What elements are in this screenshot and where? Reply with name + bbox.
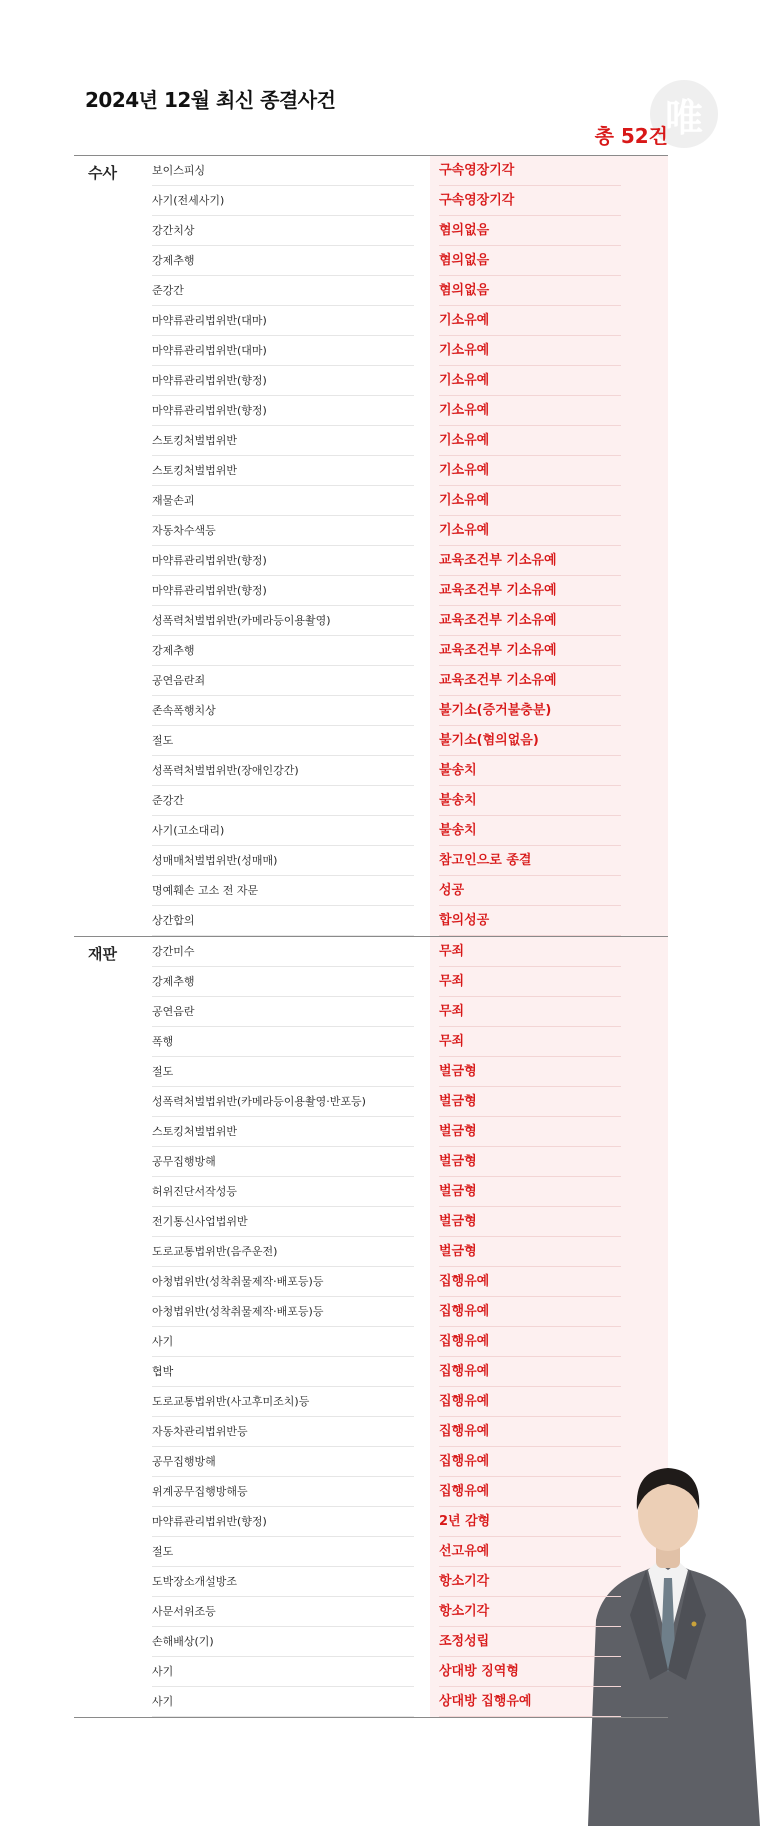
case-name: 존속폭행치상: [152, 696, 414, 726]
total-count: 총 52건: [594, 124, 668, 148]
case-name: 사기(고소대리): [152, 816, 414, 846]
case-name: 강간치상: [152, 216, 414, 246]
case-name: 아청법위반(성착취물제작·배포등)등: [152, 1267, 414, 1297]
table-row: [74, 1477, 668, 1507]
table-row: [74, 997, 668, 1027]
table-row: [74, 1297, 668, 1327]
case-result: 불기소(혐의없음): [439, 726, 621, 756]
table-row: [74, 1417, 668, 1447]
case-result: 불송치: [439, 816, 621, 846]
case-result: 혐의없음: [439, 216, 621, 246]
case-result: 집행유예: [439, 1417, 621, 1447]
case-result: 2년 감형: [439, 1507, 621, 1537]
case-name: 스토킹처벌법위반: [152, 456, 414, 486]
case-name: 스토킹처벌법위반: [152, 1117, 414, 1147]
case-result: 집행유예: [439, 1357, 621, 1387]
case-result: 집행유예: [439, 1267, 621, 1297]
table-row: [74, 1057, 668, 1087]
table-row: [74, 1027, 668, 1057]
table-row: [74, 456, 668, 486]
table-row: [74, 1327, 668, 1357]
table-row: [74, 366, 668, 396]
case-name: 재물손괴: [152, 486, 414, 516]
table-row: [74, 336, 668, 366]
case-result: 선고유예: [439, 1537, 621, 1567]
case-name: 위계공무집행방해등: [152, 1477, 414, 1507]
case-name: 공무집행방해: [152, 1147, 414, 1177]
case-result: 교육조건부 기소유예: [439, 636, 621, 666]
case-name: 협박: [152, 1357, 414, 1387]
case-result: 집행유예: [439, 1387, 621, 1417]
table-row: [74, 396, 668, 426]
case-name: 마약류관리법위반(대마): [152, 306, 414, 336]
case-name: 성폭력처벌법위반(카메라등이용촬영·반포등): [152, 1087, 414, 1117]
case-name: 성폭력처벌법위반(카메라등이용촬영): [152, 606, 414, 636]
case-name: 스토킹처벌법위반: [152, 426, 414, 456]
case-result: 참고인으로 종결: [439, 846, 621, 876]
table-row: [74, 1537, 668, 1567]
section-trial: [74, 937, 668, 1718]
case-name: 사문서위조등: [152, 1597, 414, 1627]
table-row: [74, 156, 668, 186]
case-result: 기소유예: [439, 486, 621, 516]
case-name: 마약류관리법위반(향정): [152, 366, 414, 396]
case-result: 무죄: [439, 967, 621, 997]
table-row: [74, 1357, 668, 1387]
table-row: [74, 1597, 668, 1627]
case-result: 무죄: [439, 937, 621, 967]
case-name: 폭행: [152, 1027, 414, 1057]
table-row: [74, 1267, 668, 1297]
table-row: [74, 726, 668, 756]
table-row: [74, 576, 668, 606]
table-row: [74, 246, 668, 276]
table-row: [74, 606, 668, 636]
table-row: [74, 1237, 668, 1267]
case-result: 기소유예: [439, 306, 621, 336]
table-row: [74, 846, 668, 876]
case-result: 교육조건부 기소유예: [439, 576, 621, 606]
case-name: 공무집행방해: [152, 1447, 414, 1477]
case-result: 기소유예: [439, 516, 621, 546]
table-row: [74, 786, 668, 816]
table-row: [74, 756, 668, 786]
case-name: 손해배상(기): [152, 1627, 414, 1657]
case-name: 성폭력처벌법위반(장애인강간): [152, 756, 414, 786]
case-name: 마약류관리법위반(향정): [152, 546, 414, 576]
case-name: 사기: [152, 1687, 414, 1717]
section-label: 재판: [88, 945, 117, 963]
table-row: [74, 426, 668, 456]
case-result: 교육조건부 기소유예: [439, 666, 621, 696]
table-row: [74, 1387, 668, 1417]
case-name: 사기: [152, 1657, 414, 1687]
case-result: 기소유예: [439, 366, 621, 396]
table-row: [74, 486, 668, 516]
table-row: [74, 876, 668, 906]
table-row: [74, 1687, 668, 1717]
case-name: 절도: [152, 1057, 414, 1087]
case-result: 기소유예: [439, 456, 621, 486]
case-name: 강제추행: [152, 636, 414, 666]
case-name: 사기: [152, 1327, 414, 1357]
case-name: 도로교통법위반(사고후미조치)등: [152, 1387, 414, 1417]
table-row: [74, 1147, 668, 1177]
case-result: 구속영장기각: [439, 186, 621, 216]
table-row: [74, 186, 668, 216]
case-result: 성공: [439, 876, 621, 906]
case-name: 도로교통법위반(음주운전): [152, 1237, 414, 1267]
case-name: 공연음란: [152, 997, 414, 1027]
case-result: 상대방 집행유예: [439, 1687, 621, 1717]
results-table: [74, 155, 668, 1718]
table-row: [74, 967, 668, 997]
case-result: 집행유예: [439, 1477, 621, 1507]
table-row: [74, 276, 668, 306]
case-name: 성매매처벌법위반(성매매): [152, 846, 414, 876]
page-title: 2024년 12월 최신 종결사건: [85, 88, 336, 112]
case-result: 집행유예: [439, 1297, 621, 1327]
case-result: 혐의없음: [439, 246, 621, 276]
case-result: 불송치: [439, 786, 621, 816]
table-row: [74, 1567, 668, 1597]
table-row: [74, 1657, 668, 1687]
case-result: 기소유예: [439, 336, 621, 366]
case-result: 벌금형: [439, 1207, 621, 1237]
case-name: 강제추행: [152, 246, 414, 276]
table-row: [74, 696, 668, 726]
case-result: 조정성립: [439, 1627, 621, 1657]
case-name: 허위진단서작성등: [152, 1177, 414, 1207]
case-name: 전기통신사업법위반: [152, 1207, 414, 1237]
case-name: 강간미수: [152, 937, 414, 967]
case-result: 집행유예: [439, 1447, 621, 1477]
case-name: 사기(전세사기): [152, 186, 414, 216]
case-name: 절도: [152, 726, 414, 756]
case-name: 명예훼손 고소 전 자문: [152, 876, 414, 906]
table-row: [74, 1447, 668, 1477]
case-result: 벌금형: [439, 1117, 621, 1147]
table-row: [74, 816, 668, 846]
case-result: 벌금형: [439, 1177, 621, 1207]
table-row: [74, 546, 668, 576]
case-result: 불송치: [439, 756, 621, 786]
case-name: 강제추행: [152, 967, 414, 997]
table-row: [74, 516, 668, 546]
case-result: 구속영장기각: [439, 156, 621, 186]
case-result: 집행유예: [439, 1327, 621, 1357]
case-result: 항소기각: [439, 1597, 621, 1627]
case-name: 자동차수색등: [152, 516, 414, 546]
case-result: 벌금형: [439, 1147, 621, 1177]
case-name: 준강간: [152, 276, 414, 306]
case-result: 벌금형: [439, 1087, 621, 1117]
case-result: 벌금형: [439, 1237, 621, 1267]
section-label: 수사: [88, 164, 117, 182]
case-name: 준강간: [152, 786, 414, 816]
case-result: 항소기각: [439, 1567, 621, 1597]
case-result: 벌금형: [439, 1057, 621, 1087]
case-name: 마약류관리법위반(대마): [152, 336, 414, 366]
table-row: [74, 1177, 668, 1207]
case-name: 보이스피싱: [152, 156, 414, 186]
section-investigation: [74, 156, 668, 937]
case-result: 기소유예: [439, 426, 621, 456]
case-result: 무죄: [439, 997, 621, 1027]
table-row: [74, 666, 668, 696]
table-row: [74, 306, 668, 336]
case-name: 상간합의: [152, 906, 414, 936]
table-row: [74, 1627, 668, 1657]
case-name: 마약류관리법위반(향정): [152, 396, 414, 426]
case-result: 기소유예: [439, 396, 621, 426]
case-name: 공연음란죄: [152, 666, 414, 696]
case-result: 교육조건부 기소유예: [439, 606, 621, 636]
case-name: 자동차관리법위반등: [152, 1417, 414, 1447]
case-result: 불기소(증거불충분): [439, 696, 621, 726]
table-row: [74, 1117, 668, 1147]
case-result: 합의성공: [439, 906, 621, 936]
case-result: 상대방 징역형: [439, 1657, 621, 1687]
case-result: 무죄: [439, 1027, 621, 1057]
case-name: 마약류관리법위반(향정): [152, 1507, 414, 1537]
logo-char: 唯: [664, 94, 703, 140]
case-name: 마약류관리법위반(향정): [152, 576, 414, 606]
table-row: [74, 636, 668, 666]
case-name: 도박장소개설방조: [152, 1567, 414, 1597]
table-row: [74, 906, 668, 936]
case-result: 교육조건부 기소유예: [439, 546, 621, 576]
table-row: [74, 937, 668, 967]
table-row: [74, 1207, 668, 1237]
table-row: [74, 1507, 668, 1537]
table-row: [74, 216, 668, 246]
case-name: 절도: [152, 1537, 414, 1567]
case-name: 아청법위반(성착취물제작·배포등)등: [152, 1297, 414, 1327]
table-row: [74, 1087, 668, 1117]
case-result: 혐의없음: [439, 276, 621, 306]
